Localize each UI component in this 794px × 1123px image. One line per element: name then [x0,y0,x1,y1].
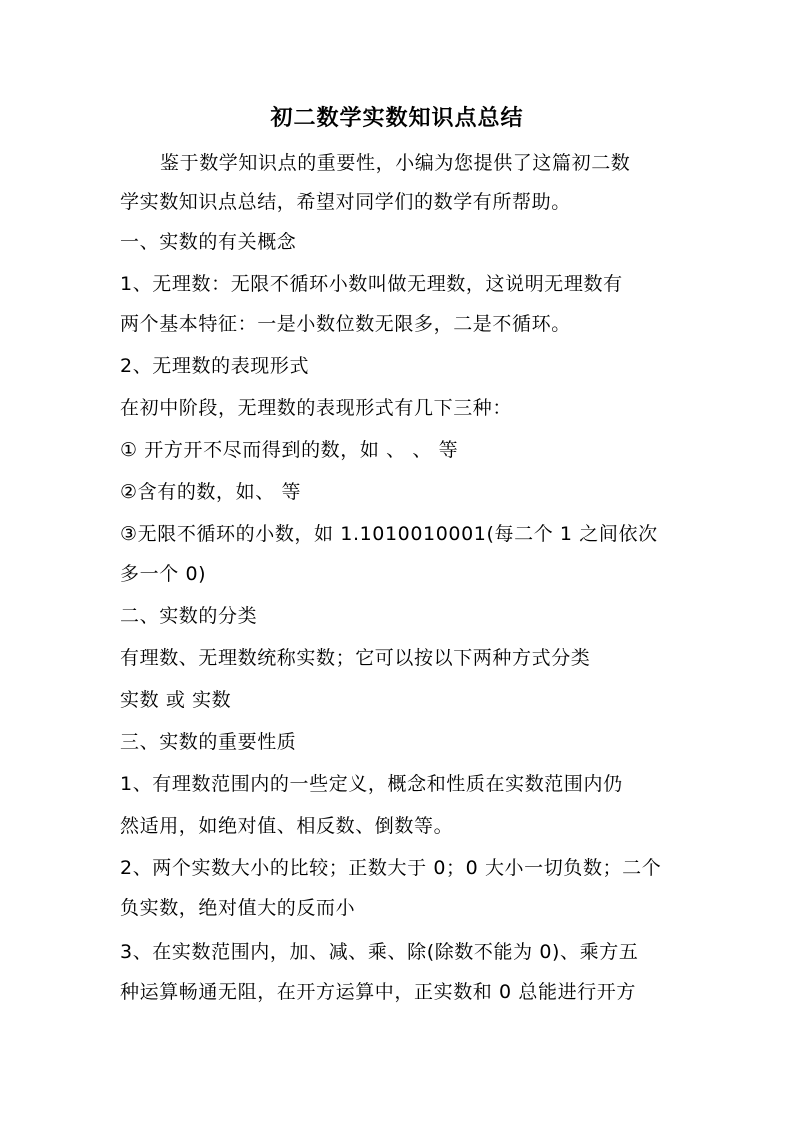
paragraph-line: 有理数、无理数统称实数；它可以按以下两种方式分类 [120,647,591,669]
paragraph-line: 两个基本特征：一是小数位数无限多，二是不循环。 [120,313,571,335]
page-title: 初二数学实数知识点总结 [270,105,524,131]
paragraph-line: 学实数知识点总结，希望对同学们的数学有所帮助。 [120,191,571,213]
list-item: ① 开方开不尽而得到的数，如 、 、 等 [120,439,459,461]
section-heading: 一、实数的有关概念 [120,231,297,253]
paragraph-line: 3、在实数范围内，加、减、乘、除(除数不能为 0)、乘方五 [120,941,639,963]
subsection-heading: 2、无理数的表现形式 [120,355,310,377]
section-heading: 二、实数的分类 [120,605,258,627]
paragraph-line: 1、有理数范围内的一些定义，概念和性质在实数范围内仍 [120,773,623,795]
paragraph-line: 鉴于数学知识点的重要性，小编为您提供了这篇初二数 [160,152,631,174]
paragraph-line: 1、无理数：无限不循环小数叫做无理数，这说明无理数有 [120,273,623,295]
paragraph-line: 多一个 0) [120,563,207,585]
paragraph-line: 2、两个实数大小的比较；正数大于 0；0 大小一切负数；二个 [120,857,662,879]
paragraph-line: 负实数，绝对值大的反而小 [120,897,356,919]
paragraph-line: 实数 或 实数 [120,689,232,711]
paragraph-line: 在初中阶段，无理数的表现形式有几下三种： [120,397,513,419]
list-item: ③无限不循环的小数，如 1.1010010001(每二个 1 之间依次 [120,523,658,545]
paragraph-line: 然适用，如绝对值、相反数、倒数等。 [120,815,454,837]
paragraph-line: 种运算畅通无阻，在开方运算中，正实数和 0 总能进行开方 [120,981,636,1003]
list-item: ②含有的数，如、 等 [120,481,302,503]
section-heading: 三、实数的重要性质 [120,731,297,753]
